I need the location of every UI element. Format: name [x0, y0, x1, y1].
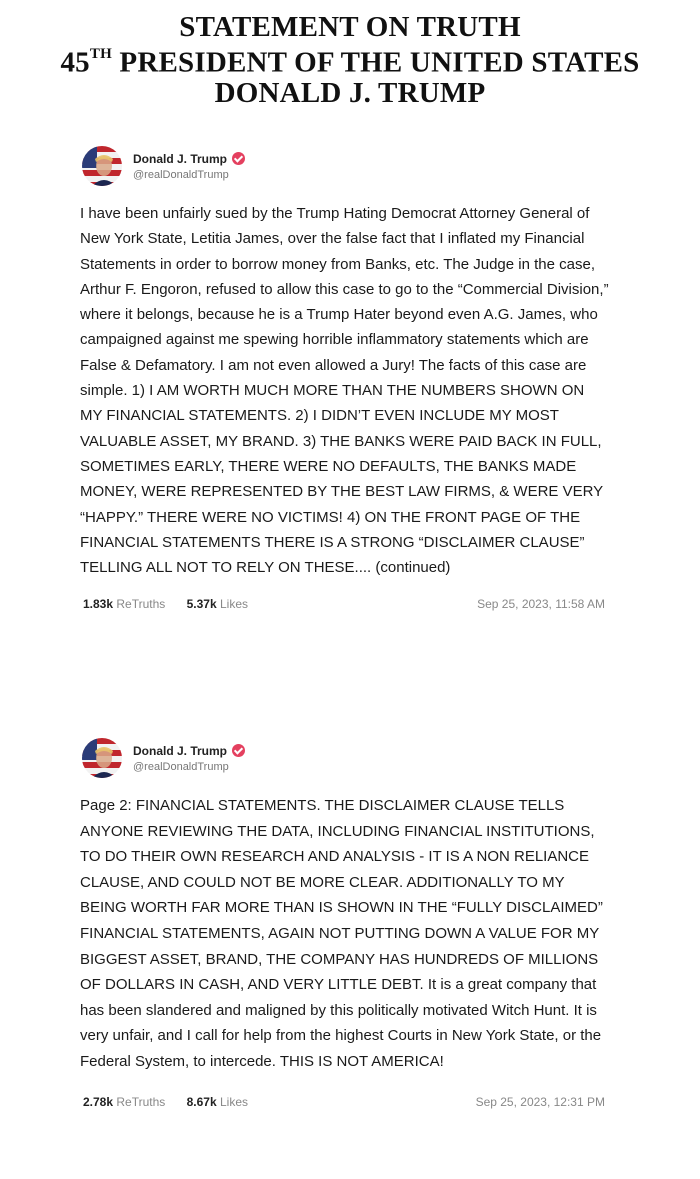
- avatar[interactable]: [82, 738, 122, 778]
- header-line-2-number: 45: [60, 46, 90, 79]
- likes-label: Likes: [220, 1094, 249, 1109]
- header-line-2-text: PRESIDENT OF THE UNITED STATES: [111, 46, 640, 79]
- header-line-2: [0, 42, 700, 78]
- retruths-label: ReTruths: [116, 597, 166, 612]
- retruths-stat[interactable]: [83, 597, 174, 611]
- statement-header: [0, 0, 700, 108]
- verified-badge-icon: [232, 744, 245, 757]
- avatar-image: [82, 738, 122, 778]
- header-line-2-suffix: TH: [89, 46, 112, 62]
- post-text: Page 2: FINANCIAL STATEMENTS. THE DISCLAIMER CLAUSE TELLS ANYONE REVIEWING THE DATA, INCLUDING FINANCIAL INSTITUTIONS, TO DO THEIR OWN RESEARCH AND ANALYSIS - IT IS A NON RELIANCE CLAUSE, AND COULD NOT BE MORE CLEAR. ADDITIONALLY TO MY BEING WORTH FAR MORE THAN IS SHOWN IN THE “FULLY DISCLAIMED” FINANCIAL STATEMENTS, AGAIN NOT PUTTING DOWN A VALUE FOR MY BIGGEST ASSET, BRAND, THE COMPANY HAS HUNDREDS OF MILLIONS OF DOLLARS IN CASH, AND VERY LITTLE DEBT. It is a great company that has been slandered and maligned by this politically motivated Witch Hunt. It is very unfair, and I call for help from the highest Courts in New York State, or the Federal System, to intercede. THIS IS NOT AMERICA!: [80, 797, 603, 1070]
- header-line-1: STATEMENT ON TRUTH: [179, 11, 521, 43]
- user-handle[interactable]: @realDonaldTrump: [133, 168, 229, 181]
- post-stats: [83, 597, 605, 611]
- post-author[interactable]: [80, 142, 610, 190]
- likes-label: Likes: [220, 597, 249, 612]
- post-text: I have been unfairly sued by the Trump Hating Democrat Attorney General of New York State, Letitia James, over the false fact that I inflated my Financial Statements in order to borrow money from Banks, etc. The Judge in the case, Arthur F. Engoron, refused to allow this case to go to the “Commercial Division,” where it belongs, because he is a Trump Hater beyond even A.G. James, who campaigned against me spewing horrible inflammatory statements which are False & Defamatory. I am not even allowed a Jury! The facts of this case are simple. 1) I AM WORTH MUCH MORE THAN THE NUMBERS SHOWN ON MY FINANCIAL STATEMENTS. 2) I DIDN’T EVEN INCLUDE MY MOST VALUABLE ASSET, MY BRAND. 3) THE BANKS WERE PAID BACK IN FULL, SOMETIMES EARLY, THERE WERE NO DEFAULTS, THE BANKS MADE MONEY, WERE REPRESENTED BY THE BEST LAW FIRMS, & WERE VERY “HAPPY.” THERE WERE NO VICTIMS! 4) ON THE FRONT PAGE OF THE FINANCIAL STATEMENTS THERE IS A STRONG “DISCLAIMER CLAUSE” TELLING ALL NOT TO RELY ON THESE.... (continued): [80, 205, 609, 577]
- avatar[interactable]: [82, 146, 122, 186]
- likes-count: 5.37k: [186, 597, 217, 612]
- display-name[interactable]: [133, 744, 245, 758]
- likes-stat[interactable]: [187, 1095, 257, 1109]
- verified-badge-icon: [232, 152, 245, 165]
- display-name[interactable]: [133, 152, 245, 166]
- post-stats: [83, 1095, 605, 1109]
- header-line-3: DONALD J. TRUMP: [214, 76, 486, 109]
- truth-post-2: [80, 734, 610, 1109]
- retruths-count: 2.78k: [83, 1094, 114, 1109]
- retruths-stat[interactable]: [83, 1095, 174, 1109]
- avatar-image: [82, 146, 122, 186]
- retruths-count: 1.83k: [83, 597, 114, 612]
- post-author[interactable]: [80, 734, 610, 782]
- user-handle[interactable]: @realDonaldTrump: [133, 760, 229, 773]
- post-timestamp[interactable]: Sep 25, 2023, 11:58 AM: [477, 597, 605, 612]
- display-name-text: Donald J. Trump: [133, 743, 228, 758]
- likes-stat[interactable]: [187, 597, 257, 611]
- likes-count: 8.67k: [186, 1094, 217, 1109]
- truth-post-1: [80, 142, 610, 611]
- retruths-label: ReTruths: [116, 1094, 166, 1109]
- display-name-text: Donald J. Trump: [133, 151, 228, 166]
- post-timestamp[interactable]: Sep 25, 2023, 12:31 PM: [475, 1094, 605, 1109]
